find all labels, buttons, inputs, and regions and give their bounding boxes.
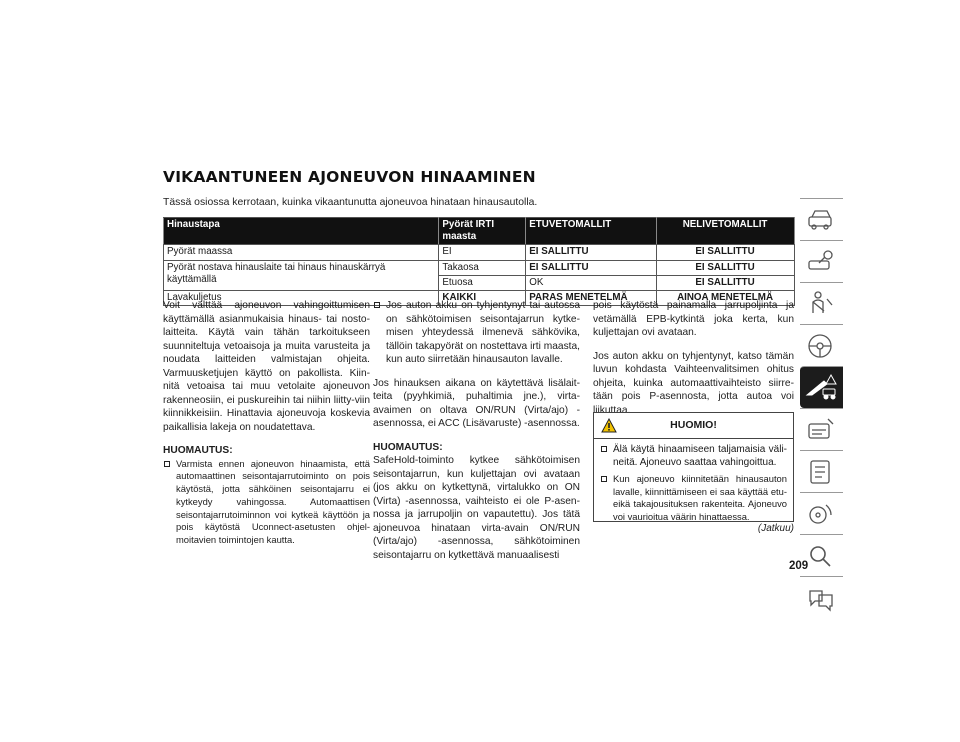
table-cell: Lavakuljetus [164,291,439,306]
list-item [163,458,370,548]
bullet-list [373,299,580,367]
table-header: Pyörät IRTI maasta [439,218,526,245]
warning-triangle-icon [601,418,617,433]
page-number: 209 [789,560,809,572]
table-row [164,260,795,275]
tab-specifications[interactable] [800,450,843,492]
tab-service[interactable] [800,408,843,450]
steering-wheel-icon [804,331,838,361]
table-cell: EI SALLITTU [526,245,657,260]
tab-language[interactable] [800,576,843,618]
tab-keys[interactable] [800,240,843,282]
note-heading: HUOMAUTUS: [163,445,233,456]
paragraph: Jos auton akku on tyhjentynyt, katso tämän luvun kohdasta Vaihteenvalitsimen ohitus ohjeita, kuinka automaattivaihteisto siirre-tään pois P-asennosta, jotta autoa voi liikuttaa. [593,350,794,416]
seatbelt-person-icon [804,289,838,319]
table-header: ETUVETOMALLIT [526,218,657,245]
list-item [373,299,580,367]
tab-safety[interactable] [800,282,843,324]
table-cell: EI SALLITTU [657,245,795,260]
table-header: Hinaustapa [164,218,439,245]
table-header: NELIVETOMALLIT [657,218,795,245]
table-cell: Pyörät nostava hinauslaite tai hinaus hinauskärryä käyttämällä [164,260,439,290]
list-item-text: Varmista ennen ajoneuvon hinaamista, että automaattinen seisontajarrutoiminto on pois käytöstä, jotta sähköinen seisontajarru ei kytkeydy vahingossa. Automaattisen seisontajarrutoiminnon voi kytkeä käyttöön ja pois käytöstä Uconnect-asetusten ohjel-moitavien toimintojen kautta. [176,457,370,546]
towing-table [163,217,795,306]
table-cell: AINOA MENETELMÄ [657,291,795,306]
list-item-text: Älä käytä hinaamiseen taljamaisia väli-neitä. Ajoneuvo saattaa vahingoittua. [613,444,787,468]
table-row [164,245,795,260]
tab-emergency[interactable] [800,366,843,408]
page-title: VIKAANTUNEEN AJONEUVON HINAAMINEN [163,168,536,186]
paragraph: Voit välttää ajoneuvon vahingoittumisen käyttämällä asianmukaisia hinaus- tai nosto-laitteita. Käytä vain tähän tarkoitukseen suunniteltuja vetoaisoja ja muita varusteita ja noudata laitteiden valmistajan ohjeita. Varmuusketjujen käyttö on pakollista. Kiin-nitä vetoaisa tai muu vetolaite ajoneuvon rakenneosiin, ei puskureihin tai niihin liitty-viin kiinnikkeisiin. Hinattavia ajoneuvoja koskevia paikallisia lakeja on noudatettava. [163,300,370,433]
paragraph: Jos hinauksen aikana on käytettävä lisälait-teita (pyyhkimiä, puhaltimia jne.), virta-avaimen on oltava ON/RUN (Virta/ajo) -asennossa, ei ACC (Lisävaruste) -asennossa. [373,377,580,429]
table-cell: PARAS MENETELMÄ [526,291,657,306]
car-dashboard-icon [804,205,838,235]
square-bullet-icon [374,302,380,308]
tab-driving[interactable] [800,324,843,366]
square-bullet-icon [601,476,607,482]
column-1 [163,299,370,557]
column-2 [373,299,580,572]
paragraph: pois käytöstä painamalla jarrupoljinta ja vetämällä EPB-kytkintä joka kerta, kun kuljettajan ovi avataan. [593,300,794,338]
intro-text: Tässä osiossa kerrotaan, kuinka vikaantunutta ajoneuvoa hinataan hinausautolla. [163,197,538,208]
square-bullet-icon [164,461,170,467]
table-cell: EI SALLITTU [526,260,657,275]
tab-dashboard[interactable] [800,198,843,240]
table-cell: Pyörät maassa [164,245,439,260]
list-item-text: Kun ajoneuvo kiinnitetään hinausauton lavalle, kiinnittämiseen ei saa käyttää etu-eikä takajousituksen rakenteita. Ajoneuvo voi vaurioitua väärin hinattaessa. [613,473,787,522]
caution-title: HUOMIO! [670,419,717,431]
note-heading: HUOMAUTUS: [373,441,443,453]
list-item [600,473,787,523]
column-3 [593,299,794,427]
table-cell: EI SALLITTU [657,260,795,275]
list-item-text: Jos auton akku on tyhjentynyt tai autossa on sähkötoimisen seisontajarrun kytke-misen yhteydessä ilmenevä sähkövika, tällöin takapyörät on nostettava irti maasta, kun auto siirretään hinausauton lavalle. [386,300,580,365]
car-key-icon [804,247,838,277]
list-item [600,443,787,469]
table-cell: Etuosa [439,275,526,290]
paragraph: SafeHold-toiminto kytkee sähkötoimisen seisontajarrun, kun kuljettajan ovi avataan (jos akku on kytkettynä, virtalukko on ON (Virta) -asennossa, vaihteisto ei ole P-asen-nossa ja jarrupoljin on vapautettu). Jos tätä ajoneuvoa hinataan virta-avain ON/RUN (Virta/ajo) -asennossa, sähkötoiminen seisontajarru on kytkettävä manuaalisesti [373,455,580,561]
caution-header [594,413,793,439]
table-cell: EI SALLITTU [657,275,795,290]
car-service-icon [804,415,838,445]
tab-index[interactable] [800,534,843,576]
table-cell: Takaosa [439,260,526,275]
table-header-row [164,218,795,245]
search-index-icon [804,541,838,571]
tab-multimedia[interactable] [800,492,843,534]
multimedia-icon [804,499,838,529]
tow-truck-emergency-icon [804,373,838,403]
bullet-list [163,458,370,548]
caution-box [593,412,794,522]
checklist-icon [804,457,838,487]
bullet-list [600,443,787,523]
table-cell: KAIKKI [439,291,526,306]
square-bullet-icon [601,446,607,452]
table-cell: OK [526,275,657,290]
language-icon [804,583,838,613]
continued-label: (Jatkuu) [757,523,794,534]
table-cell: EI [439,245,526,260]
